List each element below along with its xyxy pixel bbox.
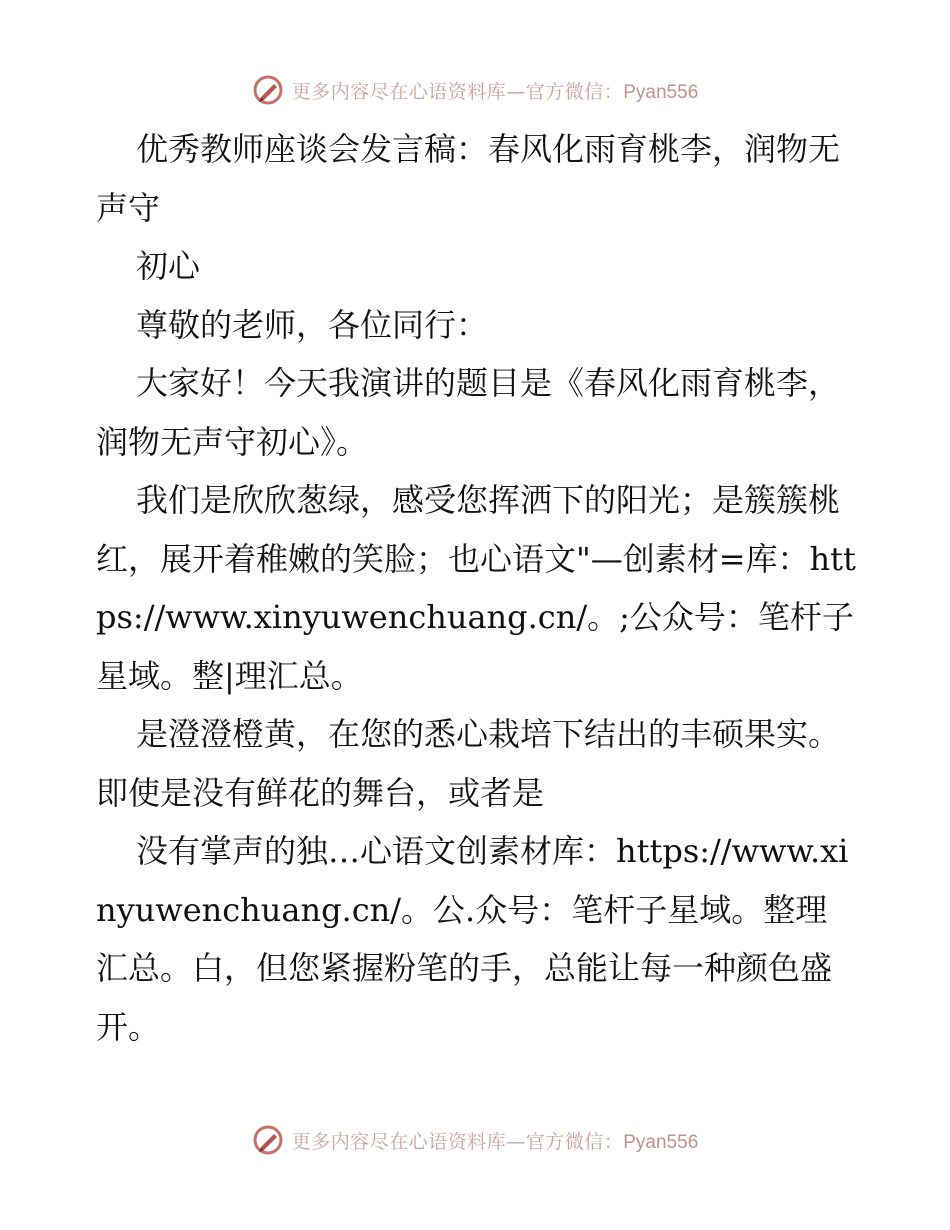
paragraph-body-1: 我们是欣欣葱绿，感受您挥洒下的阳光；是簇簇桃红，展开着稚嫩的笑脸；也心语文"—创素材=库：https://www.xinyuwenchuang.cn/。;公众号：笔杆子星域。整|理汇总。 (96, 481, 856, 695)
footer-watermark (0, 1120, 950, 1160)
watermark-label: 更多内容尽在心语资料库—官方微信： (291, 1130, 624, 1153)
header-watermark (0, 70, 950, 110)
paragraph-greeting: 大家好！今天我演讲的题目是《春风化雨育桃李，润物无声守初心》。 (96, 364, 841, 461)
document-body (96, 120, 856, 1056)
document-title-continuation: 初心 (136, 247, 201, 285)
watermark-handle: Pyan556 (623, 81, 699, 103)
watermark-handle: Pyan556 (623, 1131, 699, 1153)
paragraph-body-3: 没有掌声的独…心语文创素材库：https://www.xinyuwenchuang.cn/。公.众号：笔杆子星域。整理汇总。白，但您紧握粉笔的手，总能让每一种颜色盛开。 (96, 832, 849, 1046)
watermark-text (292, 77, 699, 104)
document-title-line: 优秀教师座谈会发言稿：春风化雨育桃李，润物无声守 (96, 130, 841, 227)
salutation: 尊敬的老师，各位同行： (136, 305, 489, 344)
pen-logo-icon (252, 74, 284, 106)
pen-logo-icon (252, 1124, 284, 1156)
watermark-text (292, 1127, 699, 1154)
watermark-label: 更多内容尽在心语资料库—官方微信： (291, 80, 624, 103)
paragraph-body-2: 是澄澄橙黄，在您的悉心栽培下结出的丰硕果实。即使是没有鲜花的舞台，或者是 (96, 715, 841, 812)
